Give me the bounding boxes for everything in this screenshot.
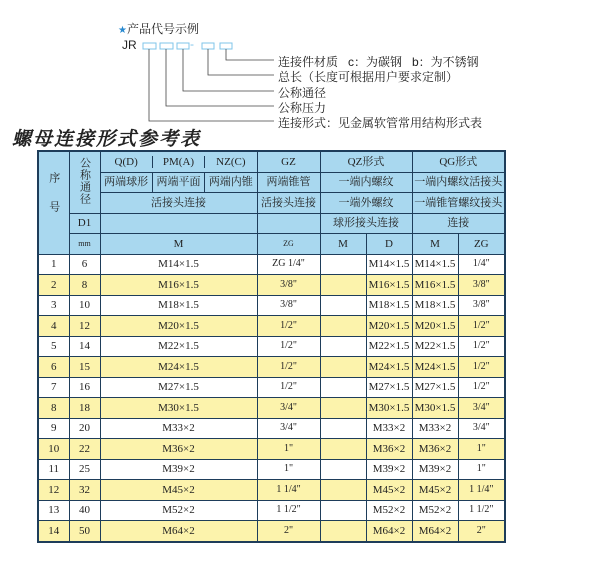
header-blank-gz <box>257 213 320 234</box>
cell-qz-m <box>320 295 366 316</box>
leader-line-1 <box>226 49 274 60</box>
cell-qz-d: M36×2 <box>366 439 412 460</box>
cell-gz: ZG 1/4" <box>257 254 320 275</box>
cell-dn: 10 <box>69 295 100 316</box>
cell-gz: 1" <box>257 439 320 460</box>
cell-qg-zg: 1/2" <box>458 336 505 357</box>
cell-no: 1 <box>38 254 69 275</box>
cell-m: M30×1.5 <box>100 398 257 419</box>
code-dash: - <box>190 37 194 51</box>
header-gz3: 活接头连接 <box>257 193 320 214</box>
cell-no: 8 <box>38 398 69 419</box>
header-nz2: 两端内锥 <box>208 175 253 188</box>
cell-gz: 1" <box>257 459 320 480</box>
table-row <box>38 316 505 337</box>
header-blank-a <box>100 213 257 234</box>
cell-dn: 40 <box>69 500 100 521</box>
cell-gz: 1 1/2" <box>257 500 320 521</box>
cell-qz-m <box>320 480 366 501</box>
cell-m: M20×1.5 <box>100 316 257 337</box>
header-qz3: 一端外螺纹 <box>320 193 412 214</box>
code-box-1 <box>143 43 156 49</box>
header-qz2: 一端内螺纹 <box>320 172 412 193</box>
label-diameter: 公称通径 <box>278 86 327 100</box>
table-title: 螺母连接形式参考表 <box>12 129 202 150</box>
cell-qz-m <box>320 275 366 296</box>
cell-dn: 50 <box>69 521 100 542</box>
table-row <box>38 439 505 460</box>
cell-qz-d: M33×2 <box>366 418 412 439</box>
table-row <box>38 418 505 439</box>
cell-qz-d: M20×1.5 <box>366 316 412 337</box>
table-row <box>38 275 505 296</box>
cell-qz-d: M16×1.5 <box>366 275 412 296</box>
cell-qz-m <box>320 439 366 460</box>
cell-no: 3 <box>38 295 69 316</box>
header-nz: NZ(C) <box>216 155 246 168</box>
header-qz-d: D <box>366 234 412 255</box>
cell-qz-d: M24×1.5 <box>366 357 412 378</box>
table-row <box>38 254 505 275</box>
leader-line-2 <box>208 49 274 75</box>
cell-qg-zg: 1" <box>458 459 505 480</box>
cell-dn: 32 <box>69 480 100 501</box>
cell-m: M64×2 <box>100 521 257 542</box>
cell-qg-zg: 3/8" <box>458 295 505 316</box>
cell-gz: 1/2" <box>257 336 320 357</box>
cell-qg-zg: 1/4" <box>458 254 505 275</box>
table-row <box>38 480 505 501</box>
cell-qz-d: M30×1.5 <box>366 398 412 419</box>
leader-line-4 <box>166 49 274 106</box>
cell-qg-zg: 1 1/4" <box>458 480 505 501</box>
table-row <box>38 398 505 419</box>
code-box-5 <box>220 43 232 49</box>
header-qg: QG形式 <box>412 151 505 172</box>
cell-qg-zg: 1/2" <box>458 377 505 398</box>
cell-qz-m <box>320 316 366 337</box>
cell-gz: 3/4" <box>257 418 320 439</box>
header-q: Q(D) <box>101 156 153 168</box>
cell-qz-m <box>320 377 366 398</box>
header-qg2: 一端内螺纹活接头 <box>412 172 505 193</box>
cell-qg-m: M36×2 <box>412 439 458 460</box>
header-row-3 <box>38 193 505 214</box>
cell-qg-m: M22×1.5 <box>412 336 458 357</box>
cell-qg-m: M27×1.5 <box>412 377 458 398</box>
cell-qz-d: M18×1.5 <box>366 295 412 316</box>
table-row <box>38 500 505 521</box>
cell-gz: 1/2" <box>257 316 320 337</box>
leader-line-3 <box>183 49 274 91</box>
cell-qg-m: M14×1.5 <box>412 254 458 275</box>
header-d1: D1 <box>69 213 100 234</box>
cell-gz: 1 1/4" <box>257 480 320 501</box>
cell-m: M24×1.5 <box>100 357 257 378</box>
cell-qz-m <box>320 459 366 480</box>
header-qg4: 连接 <box>412 213 505 234</box>
cell-m: M52×2 <box>100 500 257 521</box>
header-dn: 公称通径 <box>69 151 100 213</box>
cell-dn: 15 <box>69 357 100 378</box>
cell-qz-m <box>320 418 366 439</box>
header-qg-m: M <box>412 234 458 255</box>
cell-qg-m: M20×1.5 <box>412 316 458 337</box>
header-gz: GZ <box>257 151 320 172</box>
header-row-2 <box>38 172 505 193</box>
cell-qg-zg: 3/4" <box>458 418 505 439</box>
cell-no: 11 <box>38 459 69 480</box>
cell-dn: 16 <box>69 377 100 398</box>
cell-qz-m <box>320 254 366 275</box>
cell-qg-m: M33×2 <box>412 418 458 439</box>
cell-qz-m <box>320 521 366 542</box>
cell-dn: 14 <box>69 336 100 357</box>
cell-gz: 3/8" <box>257 275 320 296</box>
cell-no: 12 <box>38 480 69 501</box>
cell-m: M18×1.5 <box>100 295 257 316</box>
cell-gz: 1/2" <box>257 377 320 398</box>
code-box-3 <box>177 43 189 49</box>
cell-qz-m <box>320 357 366 378</box>
header-pm: PM(A) <box>153 156 205 168</box>
table-row <box>38 336 505 357</box>
cell-m: M45×2 <box>100 480 257 501</box>
cell-no: 13 <box>38 500 69 521</box>
label-pressure: 公称压力 <box>278 101 327 115</box>
cell-qg-zg: 1 1/2" <box>458 500 505 521</box>
cell-qz-m <box>320 336 366 357</box>
cell-m: M33×2 <box>100 418 257 439</box>
cell-qg-zg: 1" <box>458 439 505 460</box>
cell-m: M14×1.5 <box>100 254 257 275</box>
cell-qz-d: M52×2 <box>366 500 412 521</box>
cell-qg-m: M64×2 <box>412 521 458 542</box>
cell-dn: 25 <box>69 459 100 480</box>
cell-qg-m: M18×1.5 <box>412 295 458 316</box>
cell-dn: 22 <box>69 439 100 460</box>
cell-qg-m: M52×2 <box>412 500 458 521</box>
cell-qz-d: M22×1.5 <box>366 336 412 357</box>
cell-qg-m: M30×1.5 <box>412 398 458 419</box>
cell-qg-zg: 2" <box>458 521 505 542</box>
cell-gz: 1/2" <box>257 357 320 378</box>
header-pm2: 两端平面 <box>153 173 205 192</box>
nut-connection-table <box>37 150 506 543</box>
label-length: 总长（长度可根据用户要求定制） <box>278 70 459 84</box>
cell-qg-m: M39×2 <box>412 459 458 480</box>
header-row-5 <box>38 234 505 255</box>
header-qz: QZ形式 <box>320 151 412 172</box>
cell-qz-d: M39×2 <box>366 459 412 480</box>
code-prefix: JR <box>122 38 137 52</box>
cell-m: M22×1.5 <box>100 336 257 357</box>
code-box-2 <box>160 43 173 49</box>
cell-qg-zg: 3/8" <box>458 275 505 296</box>
cell-qz-m <box>320 500 366 521</box>
cell-no: 7 <box>38 377 69 398</box>
cell-qz-d: M27×1.5 <box>366 377 412 398</box>
header-qz4: 球形接头连接 <box>320 213 412 234</box>
cell-qg-m: M24×1.5 <box>412 357 458 378</box>
cell-no: 4 <box>38 316 69 337</box>
table-body <box>38 254 505 542</box>
cell-m: M16×1.5 <box>100 275 257 296</box>
cell-qg-zg: 1/2" <box>458 357 505 378</box>
label-material: 连接件材质 c：为碳钢 b：为不锈钢 <box>278 55 479 69</box>
header-zg: ZG <box>257 234 320 255</box>
cell-qz-m <box>320 398 366 419</box>
cell-no: 2 <box>38 275 69 296</box>
table-row <box>38 295 505 316</box>
header-row3-a: 活接头连接 <box>100 193 257 214</box>
cell-gz: 3/8" <box>257 295 320 316</box>
table-row <box>38 357 505 378</box>
cell-m: M39×2 <box>100 459 257 480</box>
header-qg-zg: ZG <box>458 234 505 255</box>
example-title-text: 产品代号示例 <box>126 22 199 36</box>
cell-dn: 6 <box>69 254 100 275</box>
header-qg3: 一端锥管螺纹接头 <box>412 193 505 214</box>
cell-no: 5 <box>38 336 69 357</box>
cell-qg-m: M45×2 <box>412 480 458 501</box>
label-connection: 连接形式：见金属软管常用结构形式表 <box>278 116 483 130</box>
cell-dn: 18 <box>69 398 100 419</box>
header-gz2: 两端锥管 <box>257 172 320 193</box>
cell-no: 14 <box>38 521 69 542</box>
cell-gz: 3/4" <box>257 398 320 419</box>
cell-no: 10 <box>38 439 69 460</box>
code-box-4 <box>202 43 214 49</box>
cell-dn: 8 <box>69 275 100 296</box>
header-mm: mm <box>69 234 100 255</box>
cell-dn: 20 <box>69 418 100 439</box>
cell-m: M27×1.5 <box>100 377 257 398</box>
cell-gz: 2" <box>257 521 320 542</box>
header-row-4 <box>38 213 505 234</box>
cell-qz-d: M64×2 <box>366 521 412 542</box>
cell-qz-d: M14×1.5 <box>366 254 412 275</box>
cell-m: M36×2 <box>100 439 257 460</box>
cell-qg-zg: 3/4" <box>458 398 505 419</box>
cell-qg-m: M16×1.5 <box>412 275 458 296</box>
cell-dn: 12 <box>69 316 100 337</box>
cell-qz-d: M45×2 <box>366 480 412 501</box>
header-row-1 <box>38 151 505 172</box>
cell-qg-zg: 1/2" <box>458 316 505 337</box>
cell-no: 6 <box>38 357 69 378</box>
header-seq: 序号 <box>38 151 69 254</box>
header-qz-m: M <box>320 234 366 255</box>
table-row <box>38 459 505 480</box>
table-row <box>38 521 505 542</box>
cell-no: 9 <box>38 418 69 439</box>
header-q2: 两端球形 <box>101 173 153 192</box>
star-icon: ★ <box>118 25 127 36</box>
header-m: M <box>100 234 257 255</box>
table-row <box>38 377 505 398</box>
